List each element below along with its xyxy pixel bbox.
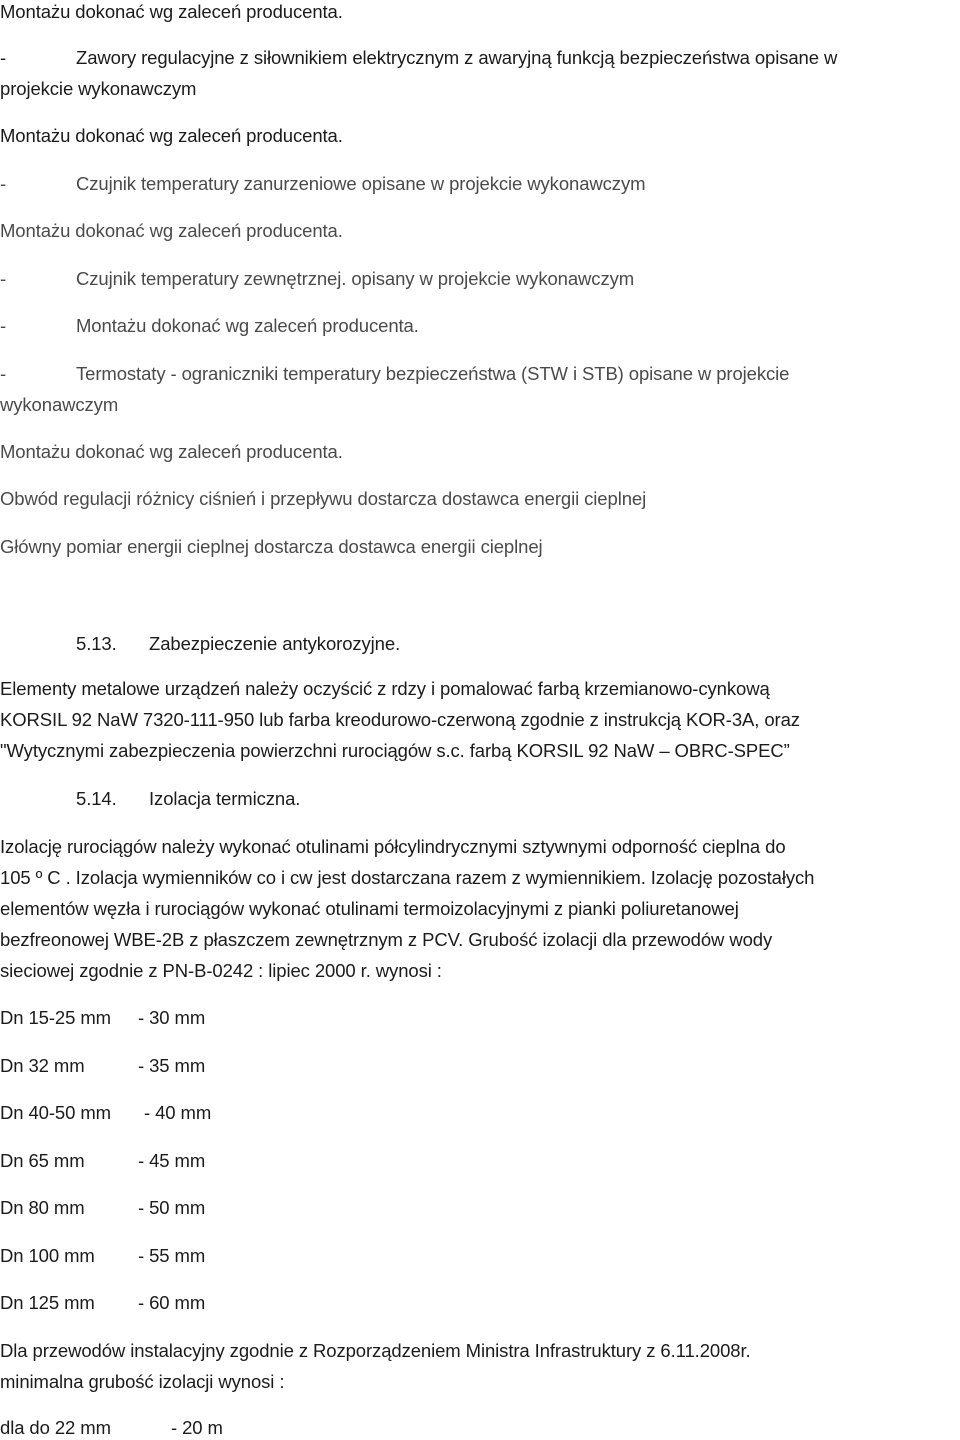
table-cell-thickness: - 60 mm bbox=[138, 1292, 206, 1313]
list-item bbox=[0, 314, 960, 338]
paragraph-line: Obwód regulacji różnicy ciśnień i przepływu dostarcza dostawca energii cieplnej bbox=[0, 488, 647, 509]
section-heading bbox=[0, 632, 960, 656]
list-dash: - bbox=[0, 363, 7, 384]
paragraph-line: Montażu dokonać wg zaleceń producenta. bbox=[0, 125, 343, 146]
list-item-text: Czujnik temperatury zewnętrznej. opisany w projekcie wykonawczym bbox=[76, 268, 635, 289]
paragraph-line: Główny pomiar energii cieplnej dostarcza dostawca energii cieplnej bbox=[0, 536, 543, 557]
list-item-text: Termostaty - ograniczniki temperatury bezpieczeństwa (STW i STB) opisane w projekcie bbox=[76, 363, 790, 384]
list-dash: - bbox=[0, 47, 7, 68]
list-item bbox=[0, 46, 960, 70]
paragraph-line: 105 º C . Izolacja wymienników co i cw jest dostarczana razem z wymiennikiem. Izolację pozostałych bbox=[0, 867, 815, 888]
table-cell-dn: Dn 32 mm bbox=[0, 1055, 85, 1076]
paragraph-line: minimalna grubość izolacji wynosi : bbox=[0, 1371, 285, 1392]
table-cell-thickness: - 50 mm bbox=[138, 1197, 206, 1218]
table-cell-thickness: - 20 m bbox=[171, 1417, 223, 1438]
table-row bbox=[0, 1291, 400, 1315]
paragraph-line: elementów węzła i rurociągów wykonać otulinami termoizolacyjnymi z pianki poliuretanowej bbox=[0, 898, 739, 919]
table-cell-dn: Dn 40-50 mm bbox=[0, 1102, 111, 1123]
list-dash: - bbox=[0, 268, 7, 289]
table-row bbox=[0, 1416, 400, 1440]
table-cell-thickness: - 45 mm bbox=[138, 1150, 206, 1171]
list-item bbox=[0, 172, 960, 196]
table-cell-dn: Dn 125 mm bbox=[0, 1292, 95, 1313]
paragraph-line: bezfreonowej WBE-2B z płaszczem zewnętrznym z PCV. Grubość izolacji dla przewodów wody bbox=[0, 929, 773, 950]
paragraph-line: KORSIL 92 NaW 7320-111-950 lub farba kreodurowo-czerwoną zgodnie z instrukcją KOR-3A, oraz bbox=[0, 709, 800, 730]
paragraph-line: Elementy metalowe urządzeń należy oczyścić z rdzy i pomalować farbą krzemianowo-cynkową bbox=[0, 678, 770, 699]
section-title: Zabezpieczenie antykorozyjne. bbox=[149, 633, 401, 654]
table-cell-dn: Dn 80 mm bbox=[0, 1197, 85, 1218]
list-item-text: Czujnik temperatury zanurzeniowe opisane w projekcie wykonawczym bbox=[76, 173, 646, 194]
paragraph-line: projekcie wykonawczym bbox=[0, 78, 197, 99]
paragraph-line: Dla przewodów instalacyjny zgodnie z Rozporządzeniem Ministra Infrastruktury z 6.11.2008r. bbox=[0, 1340, 751, 1361]
table-cell-thickness: - 55 mm bbox=[138, 1245, 206, 1266]
paragraph-line: Montażu dokonać wg zaleceń producenta. bbox=[0, 1, 343, 22]
paragraph-line: Montażu dokonać wg zaleceń producenta. bbox=[0, 220, 343, 241]
table-row bbox=[0, 1196, 400, 1220]
table-row bbox=[0, 1149, 400, 1173]
table-cell-dn: Dn 15-25 mm bbox=[0, 1007, 111, 1028]
paragraph-line: Montażu dokonać wg zaleceń producenta. bbox=[0, 441, 343, 462]
list-dash: - bbox=[0, 315, 7, 336]
section-number: 5.14. bbox=[76, 788, 117, 809]
table-row bbox=[0, 1101, 400, 1125]
paragraph-line: "Wytycznymi zabezpieczenia powierzchni rurociągów s.c. farbą KORSIL 92 NaW – OBRC-SPEC” bbox=[0, 740, 790, 761]
table-row bbox=[0, 1244, 400, 1268]
table-row bbox=[0, 1054, 400, 1078]
paragraph-line: wykonawczym bbox=[0, 394, 119, 415]
list-dash: - bbox=[0, 173, 7, 194]
section-number: 5.13. bbox=[76, 633, 117, 654]
paragraph-line: sieciowej zgodnie z PN-B-0242 : lipiec 2000 r. wynosi : bbox=[0, 960, 442, 981]
table-cell-thickness: - 30 mm bbox=[138, 1007, 206, 1028]
paragraph-line: Izolację rurociągów należy wykonać otulinami półcylindrycznymi sztywnymi odporność cieplna do bbox=[0, 836, 786, 857]
list-item-text: Montażu dokonać wg zaleceń producenta. bbox=[76, 315, 419, 336]
table-cell-thickness: - 40 mm bbox=[144, 1102, 212, 1123]
list-item bbox=[0, 362, 960, 386]
table-cell-dn: Dn 100 mm bbox=[0, 1245, 95, 1266]
list-item-text: Zawory regulacyjne z siłownikiem elektrycznym z awaryjną funkcją bezpieczeństwa opisane w bbox=[76, 47, 838, 68]
table-cell-dn: Dn 65 mm bbox=[0, 1150, 85, 1171]
table-cell-dn: dla do 22 mm bbox=[0, 1417, 111, 1438]
section-heading bbox=[0, 787, 960, 811]
section-title: Izolacja termiczna. bbox=[149, 788, 301, 809]
table-cell-thickness: - 35 mm bbox=[138, 1055, 206, 1076]
list-item bbox=[0, 267, 960, 291]
table-row bbox=[0, 1006, 400, 1030]
